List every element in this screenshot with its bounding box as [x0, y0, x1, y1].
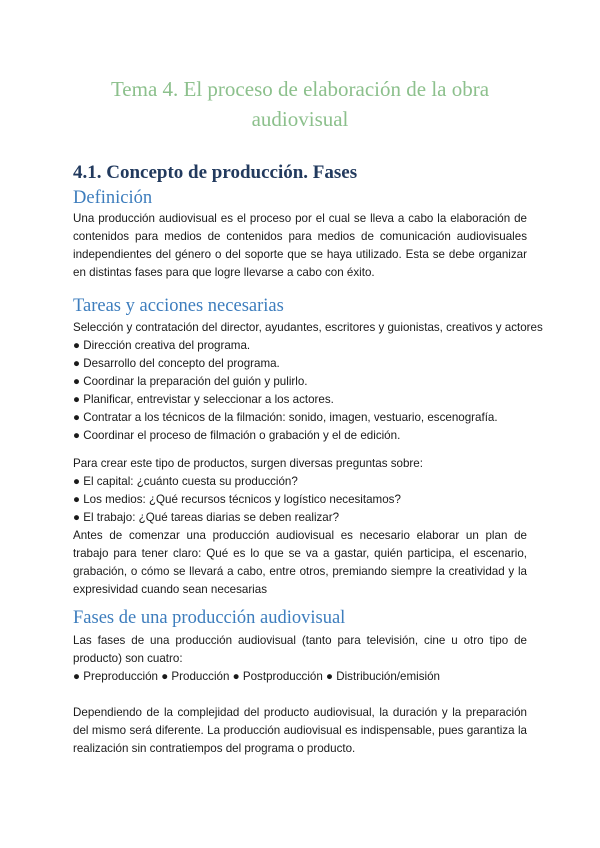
fases-list: [73, 668, 543, 686]
tareas-intro: Selección y contratación del director, ayudantes, escritores y guionistas, creativos y actores: [73, 321, 543, 334]
tareas-list: [73, 319, 543, 445]
fases-items: ● Preproducción ● Producción ● Postproducción ● Distribución/emisión: [73, 670, 440, 683]
preguntas-intro: Para crear este tipo de productos, surgen diversas preguntas sobre:: [73, 457, 423, 470]
definicion-heading: Definición: [73, 188, 153, 208]
list-item: ● Los medios: ¿Qué recursos técnicos y logístico necesitamos?: [73, 493, 401, 506]
list-item: ● El capital: ¿cuánto cuesta su producción?: [73, 475, 298, 488]
section-heading: 4.1. Concepto de producción. Fases: [73, 162, 358, 183]
document-title: Tema 4. El proceso de elaboración de la obra audiovisual: [110, 77, 490, 131]
tareas-heading: Tareas y acciones necesarias: [73, 296, 284, 316]
list-item: ● El trabajo: ¿Qué tareas diarias se deben realizar?: [73, 511, 340, 524]
list-item: ● Contratar a los técnicos de la filmación: sonido, imagen, vestuario, escenografía.: [73, 411, 498, 424]
list-item: ● Desarrollo del concepto del programa.: [73, 357, 280, 370]
list-item: ● Planificar, entrevistar y seleccionar a los actores.: [73, 393, 334, 406]
fases-intro: Las fases de una producción audiovisual (tanto para televisión, cine u otro tipo de producto) son cuatro:: [73, 634, 527, 665]
preguntas-list: [73, 455, 543, 527]
closing-paragraph: Dependiendo de la complejidad del producto audiovisual, la duración y la preparación del mismo será diferente. La producción audiovisual es indispensable, pues garantiza la realización sin contratiempos del programa o producto.: [73, 706, 527, 755]
fases-heading: Fases de una producción audiovisual: [73, 608, 346, 628]
plan-paragraph: Antes de comenzar una producción audiovisual es necesario elaborar un plan de trabajo para tener claro: Qué es lo que se va a gastar, quién participa, el escenario, grabación, o cómo se llevará a cabo, entre otros, premiando siempre la creatividad y la expresividad cuando sean necesarias: [73, 529, 527, 596]
list-item: ● Coordinar la preparación del guión y pulirlo.: [73, 375, 308, 388]
list-item: ● Coordinar el proceso de filmación o grabación y el de edición.: [73, 429, 401, 442]
definicion-paragraph: Una producción audiovisual es el proceso por el cual se lleva a cabo la elaboración de contenidos para medios de contenidos para medios de comunicación audiovisuales independientes del género o del soporte que se haya utilizado. Esta se debe organizar en distintas fases para que logre llevarse a cabo con éxito.: [73, 212, 527, 279]
list-item: ● Dirección creativa del programa.: [73, 339, 251, 352]
